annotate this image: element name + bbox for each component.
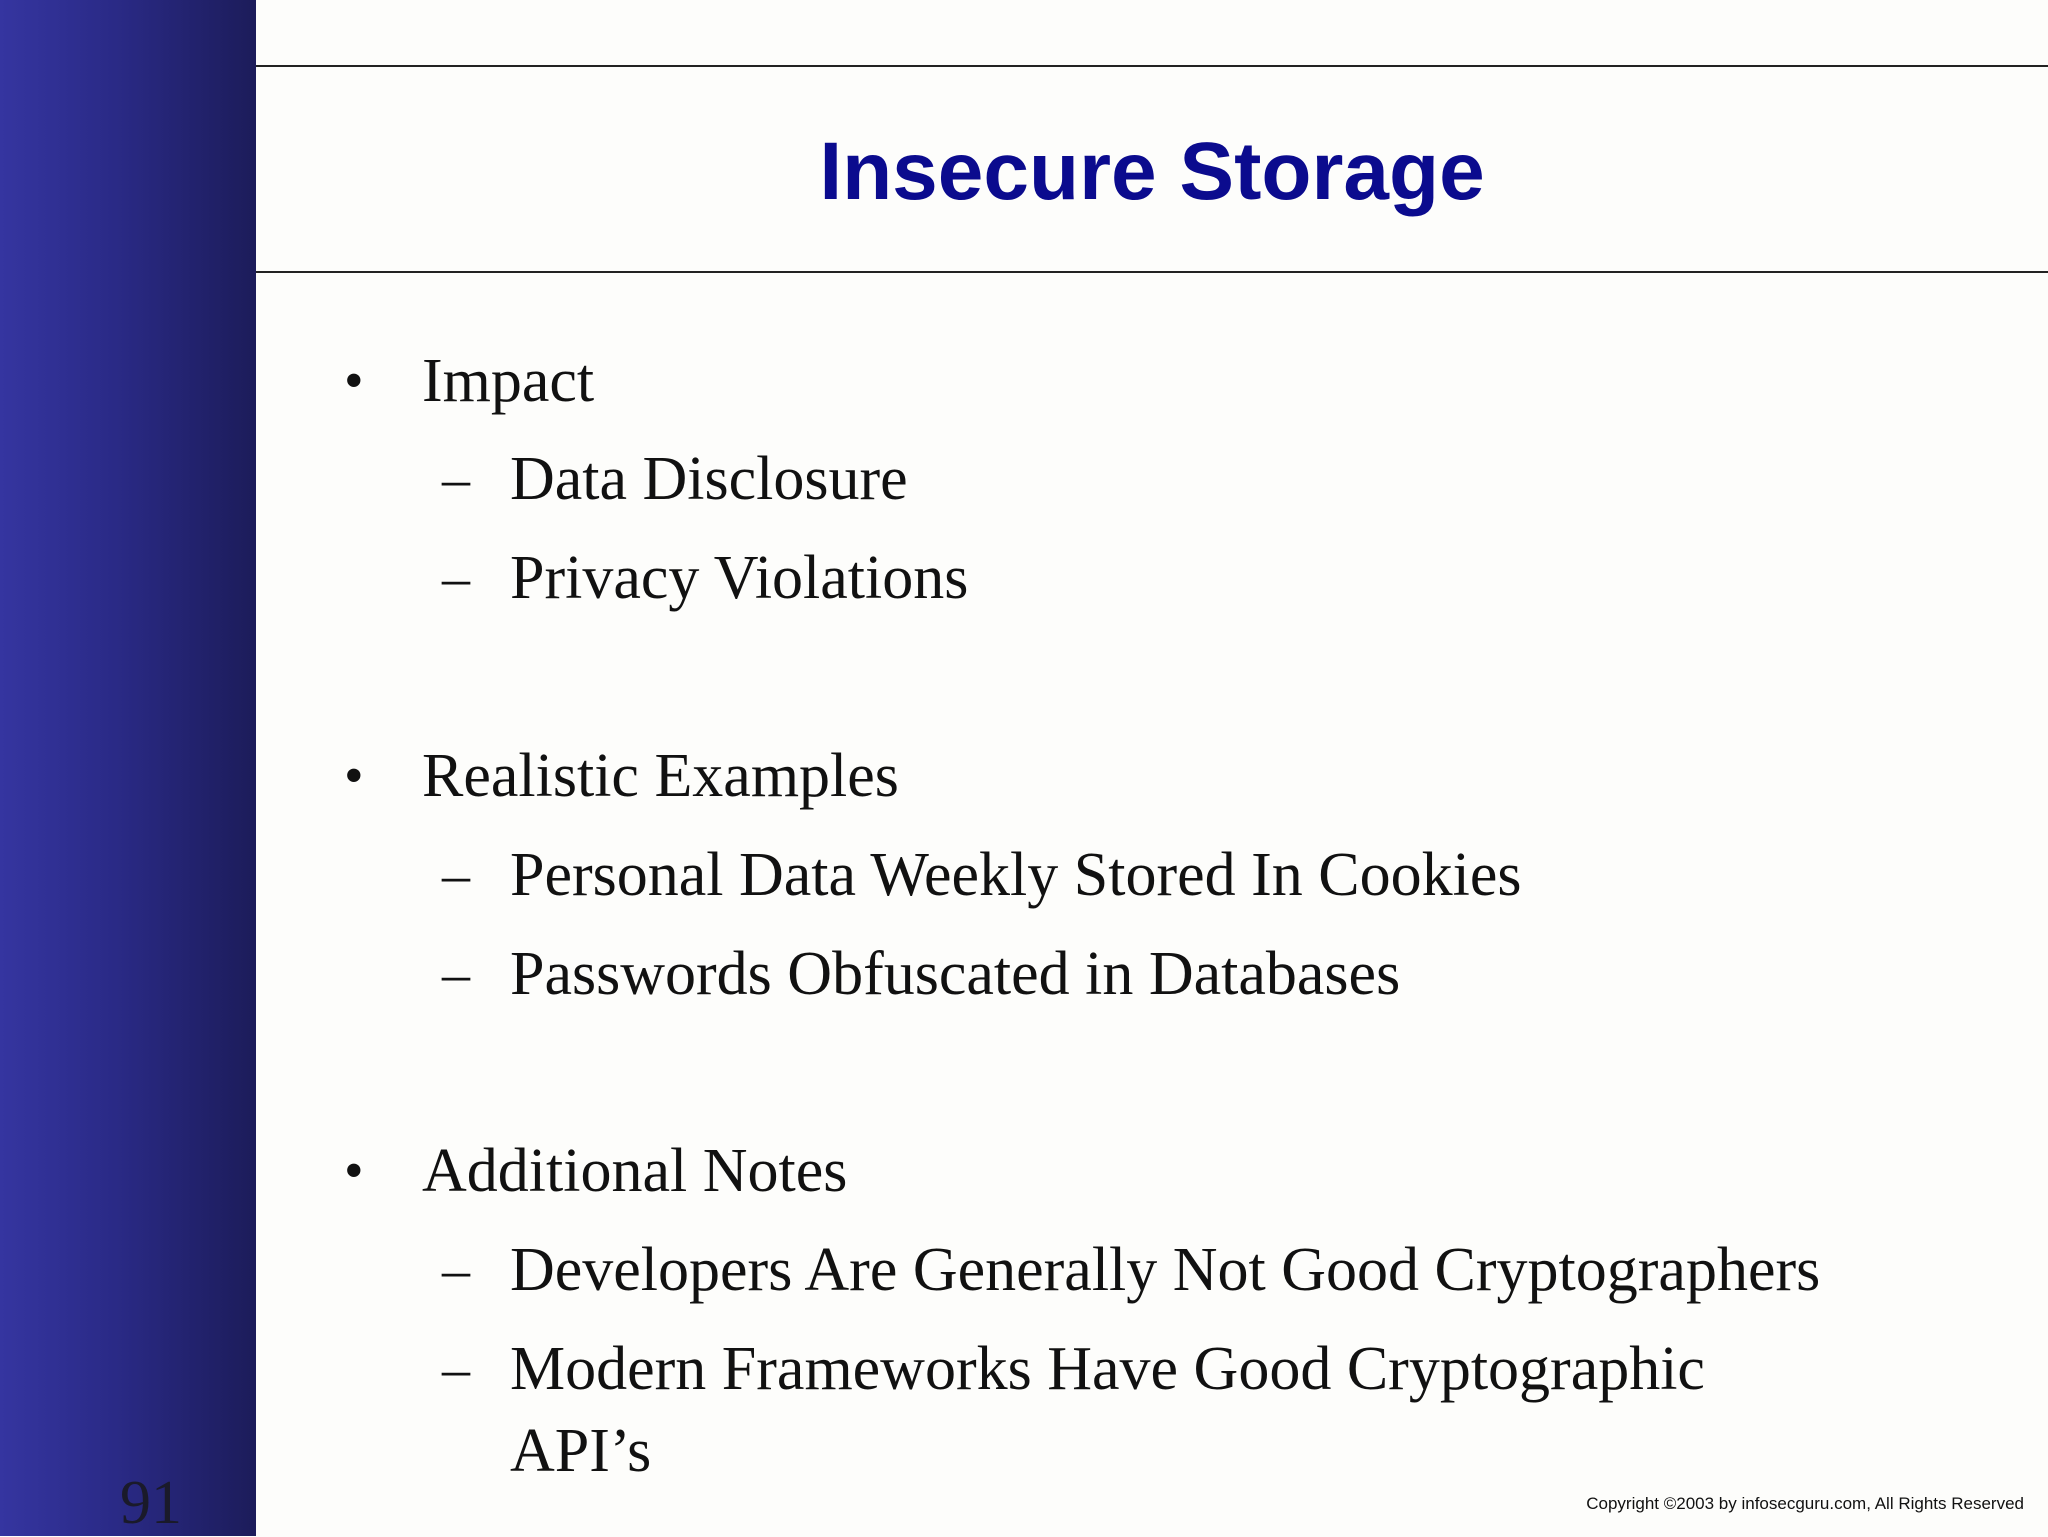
dash-marker: –	[442, 844, 470, 906]
dash-marker: –	[442, 1239, 470, 1301]
bullet-marker: •	[344, 745, 364, 807]
dash-marker: –	[442, 448, 470, 510]
sub-item: Personal Data Weekly Stored In Cookies	[510, 841, 1522, 909]
dash-marker: –	[442, 943, 470, 1005]
slide-title: Insecure Storage	[819, 126, 1485, 217]
title-rule-bottom	[256, 271, 2048, 273]
sub-item: Passwords Obfuscated in Databases	[510, 940, 1401, 1008]
bullet-heading-realistic-examples: Realistic Examples	[422, 742, 899, 810]
sub-item: Privacy Violations	[510, 544, 969, 612]
bullet-heading-impact: Impact	[422, 347, 595, 415]
bullet-marker: •	[344, 350, 364, 412]
slide-sidebar	[0, 0, 256, 1536]
copyright-notice: Copyright ©2003 by infosecguru.com, All Rights Reserved	[1586, 1494, 2024, 1513]
sub-item: Developers Are Generally Not Good Cryptographers	[510, 1236, 1821, 1304]
bullet-marker: •	[344, 1140, 364, 1202]
title-rule-top	[256, 65, 2048, 67]
sub-item-continuation: API’s	[510, 1417, 652, 1485]
slide-number: 91	[120, 1469, 182, 1537]
dash-marker: –	[442, 547, 470, 609]
bullet-heading-additional-notes: Additional Notes	[422, 1137, 848, 1205]
dash-marker: –	[442, 1338, 470, 1400]
sub-item: Modern Frameworks Have Good Cryptographic	[510, 1335, 1705, 1403]
sub-item: Data Disclosure	[510, 445, 908, 513]
